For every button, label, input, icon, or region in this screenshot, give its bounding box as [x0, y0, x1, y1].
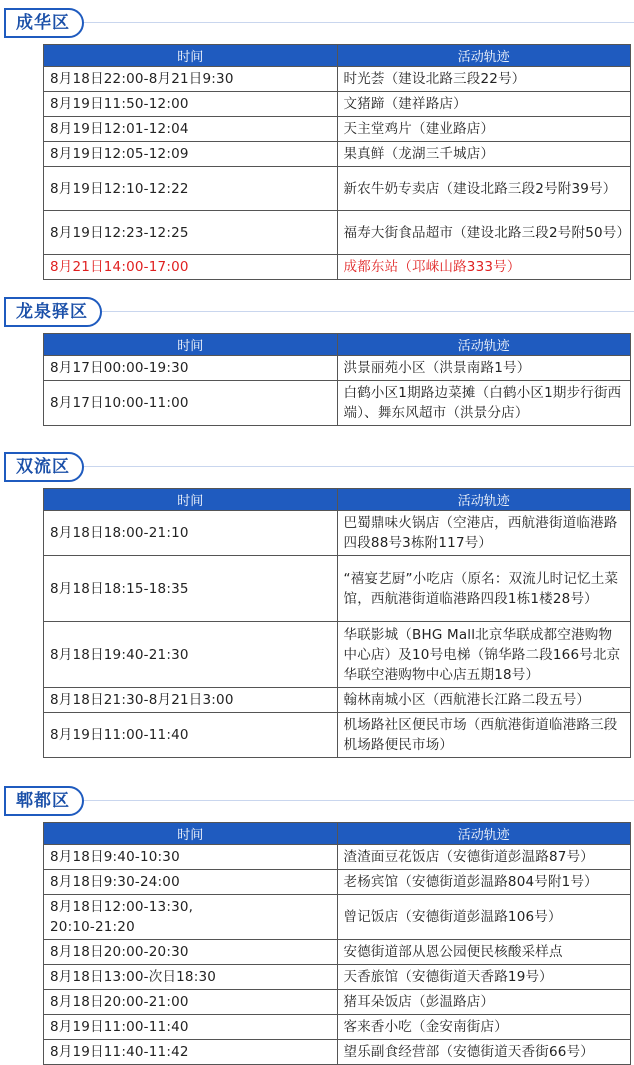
time-cell: 8月21日14:00-17:00 [44, 255, 338, 280]
time-cell: 8月19日11:00-11:40 [44, 713, 338, 758]
time-cell: 8月18日22:00-8月21日9:30 [44, 67, 338, 92]
track-cell: 安德街道部从恩公园便民核酸采样点 [337, 940, 631, 965]
track-cell: 白鹤小区1期路边菜摊（白鹤小区1期步行街西端）、舞东风超市（洪景分店） [337, 381, 631, 426]
divider [10, 800, 634, 801]
track-cell: 华联影城（BHG Mall北京华联成都空港购物中心店）及10号电梯（锦华路二段166号北京华联空港购物中心店五期18号） [337, 622, 631, 688]
track-cell: 机场路社区便民市场（西航港街道临港路三段机场路便民市场） [337, 713, 631, 758]
table-row [44, 92, 631, 117]
time-cell: 8月18日18:00-21:10 [44, 511, 338, 556]
divider [10, 22, 634, 23]
track-cell: 福寿大街食品超市（建设北路三段2号附50号） [337, 211, 631, 255]
section-longquanyi [0, 293, 634, 421]
time-cell: 8月18日19:40-21:30 [44, 622, 338, 688]
itinerary-table [43, 488, 631, 758]
time-cell: 8月19日11:40-11:42 [44, 1040, 338, 1065]
time-cell: 8月19日11:00-11:40 [44, 1015, 338, 1040]
track-cell: 天香旅馆（安德街道天香路19号） [337, 965, 631, 990]
header-track: 活动轨迹 [337, 489, 631, 511]
district-title: 成华区 [4, 8, 84, 38]
track-cell: 翰林南城小区（西航港长江路二段五号） [337, 688, 631, 713]
table-header-row [44, 334, 631, 356]
table-row-highlight [44, 255, 631, 280]
table-row [44, 622, 631, 688]
header-track: 活动轨迹 [337, 334, 631, 356]
time-cell: 8月18日13:00-次日18:30 [44, 965, 338, 990]
track-cell: 时光荟（建设北路三段22号） [337, 67, 631, 92]
district-header [0, 782, 634, 818]
time-cell: 8月19日12:10-12:22 [44, 167, 338, 211]
track-cell: 猪耳朵饭店（彭温路店） [337, 990, 631, 1015]
table-header-row [44, 489, 631, 511]
divider [10, 311, 634, 312]
track-cell: 文猪蹄（建祥路店） [337, 92, 631, 117]
header-time: 时间 [44, 489, 338, 511]
table-row [44, 556, 631, 622]
table-row [44, 1040, 631, 1065]
header-time: 时间 [44, 334, 338, 356]
table-row [44, 356, 631, 381]
track-cell: 新农牛奶专卖店（建设北路三段2号附39号） [337, 167, 631, 211]
district-title: 龙泉驿区 [4, 297, 102, 327]
time-cell: 8月19日12:01-12:04 [44, 117, 338, 142]
district-header [0, 4, 634, 40]
table-row [44, 870, 631, 895]
track-cell: 渣渣面豆花饭店（安德街道彭温路87号） [337, 845, 631, 870]
time-cell: 8月18日9:40-10:30 [44, 845, 338, 870]
section-pidu [0, 782, 634, 1060]
table-row [44, 67, 631, 92]
table-row [44, 965, 631, 990]
table-row [44, 511, 631, 556]
time-cell: 8月18日21:30-8月21日3:00 [44, 688, 338, 713]
table-row [44, 117, 631, 142]
itinerary-table [43, 822, 631, 1065]
table-header-row [44, 45, 631, 67]
track-cell: 巴蜀鼎味火锅店（空港店，西航港街道临港路四段88号3栋附117号） [337, 511, 631, 556]
header-time: 时间 [44, 45, 338, 67]
track-cell: 望乐副食经营部（安德街道天香街66号） [337, 1040, 631, 1065]
table-row [44, 940, 631, 965]
table-row [44, 142, 631, 167]
table-row [44, 381, 631, 426]
table-row [44, 1015, 631, 1040]
time-cell: 8月18日20:00-20:30 [44, 940, 338, 965]
time-cell: 8月17日10:00-11:00 [44, 381, 338, 426]
track-cell: 天主堂鸡片（建业路店） [337, 117, 631, 142]
time-cell: 8月18日9:30-24:00 [44, 870, 338, 895]
itinerary-table [43, 44, 631, 280]
district-title: 双流区 [4, 452, 84, 482]
table-header-row [44, 823, 631, 845]
table-row [44, 845, 631, 870]
table-row [44, 713, 631, 758]
track-cell: 洪景丽苑小区（洪景南路1号） [337, 356, 631, 381]
time-cell: 8月19日12:05-12:09 [44, 142, 338, 167]
district-title: 郫都区 [4, 786, 84, 816]
header-time: 时间 [44, 823, 338, 845]
table-row [44, 895, 631, 940]
table-row [44, 688, 631, 713]
track-cell: 果真鲜（龙湖三千城店） [337, 142, 631, 167]
section-chenghua [0, 4, 634, 275]
track-cell: 客来香小吃（金安南街店） [337, 1015, 631, 1040]
itinerary-table [43, 333, 631, 426]
track-cell: 老杨宾馆（安德街道彭温路804号附1号） [337, 870, 631, 895]
time-cell: 8月18日12:00-13:30, 20:10-21:20 [44, 895, 338, 940]
table-row [44, 167, 631, 211]
track-cell: 成都东站（邛崃山路333号） [337, 255, 631, 280]
divider [10, 466, 634, 467]
table-row [44, 990, 631, 1015]
header-track: 活动轨迹 [337, 45, 631, 67]
track-cell: “禧宴艺厨”小吃店（原名：双流儿时记忆土菜馆，西航港街道临港路四段1栋1楼28号） [337, 556, 631, 622]
time-cell: 8月19日12:23-12:25 [44, 211, 338, 255]
time-cell: 8月18日18:15-18:35 [44, 556, 338, 622]
time-cell: 8月17日00:00-19:30 [44, 356, 338, 381]
time-cell: 8月18日20:00-21:00 [44, 990, 338, 1015]
header-track: 活动轨迹 [337, 823, 631, 845]
table-row [44, 211, 631, 255]
district-header [0, 448, 634, 484]
section-shuangliu [0, 448, 634, 753]
district-header [0, 293, 634, 329]
time-cell: 8月19日11:50-12:00 [44, 92, 338, 117]
track-cell: 曾记饭店（安德街道彭温路106号） [337, 895, 631, 940]
